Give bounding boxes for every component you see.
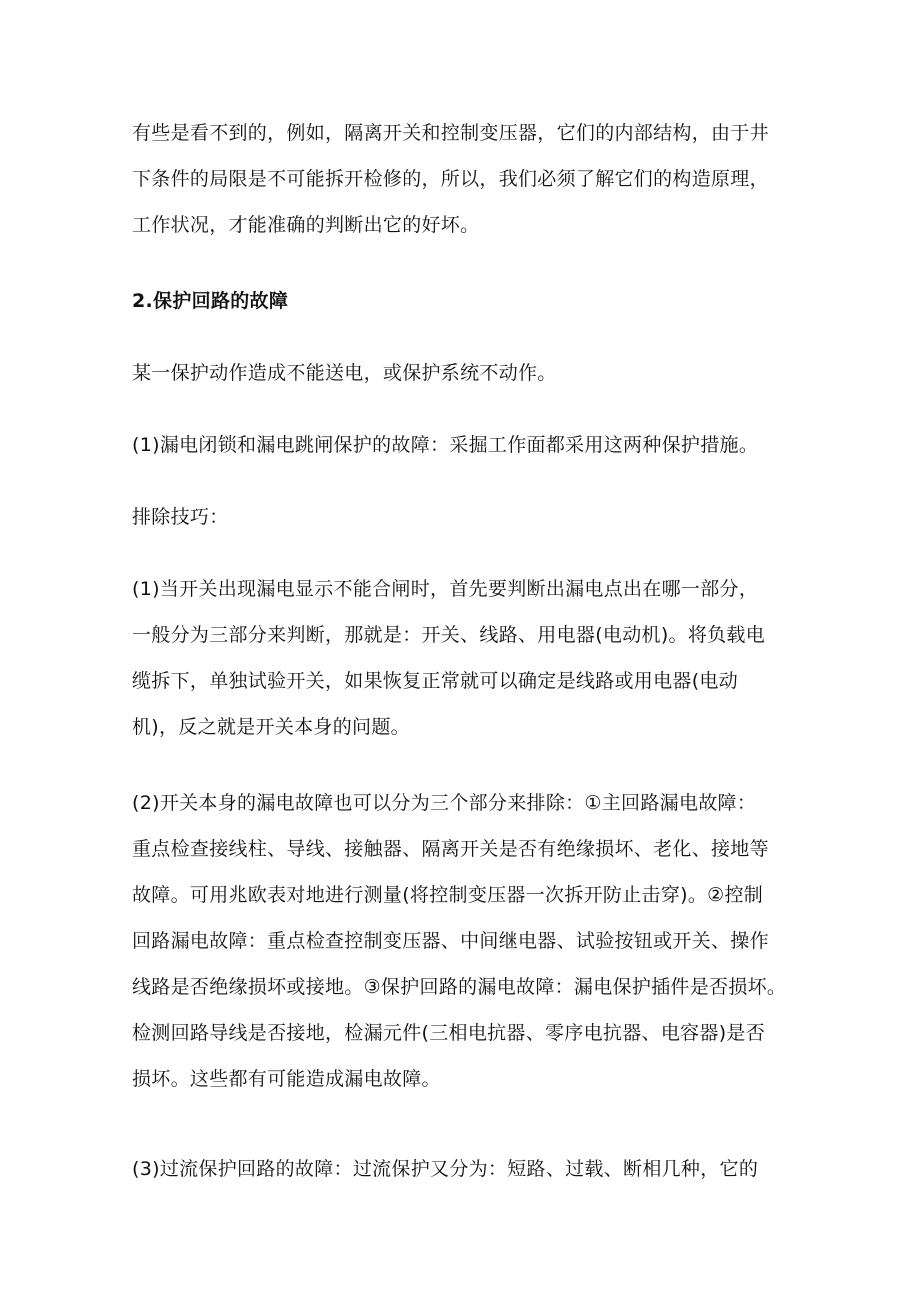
paragraph-tip-1 xyxy=(132,566,802,750)
text-line: (3)过流保护回路的故障：过流保护又分为：短路、过载、断相几种，它的 xyxy=(132,1158,759,1180)
text-line: 下条件的局限是不可能拆开检修的，所以，我们必须了解它们的构造原理， xyxy=(132,168,769,190)
text-line: 线路是否绝缘损坏或接地。③保护回路的漏电故障：漏电保护插件是否损坏。 xyxy=(132,976,787,998)
text-line: 机)，反之就是开关本身的问题。 xyxy=(132,716,410,738)
text-line: (1)漏电闭锁和漏电跳闸保护的故障：采掘工作面都采用这两种保护措施。 xyxy=(132,434,759,456)
paragraph-protection xyxy=(132,350,802,396)
text-line: 重点检查接线柱、导线、接触器、隔离开关是否有绝缘损坏、老化、接地等 xyxy=(132,838,769,860)
paragraph-item-1 xyxy=(132,422,802,468)
text-line: 有些是看不到的，例如，隔离开关和控制变压器，它们的内部结构，由于井 xyxy=(132,122,769,144)
text-line: 某一保护动作造成不能送电，或保护系统不动作。 xyxy=(132,362,557,384)
text-line: 回路漏电故障：重点检查控制变压器、中间继电器、试验按钮或开关、操作 xyxy=(132,930,769,952)
paragraph-tip-2 xyxy=(132,780,802,1102)
paragraph-tip-3 xyxy=(132,1146,802,1192)
text-line: 一般分为三部分来判断，那就是：开关、线路、用电器(电动机)。将负载电 xyxy=(132,624,766,646)
text-line: (1)当开关出现漏电显示不能合闸时，首先要判断出漏电点出在哪一部分， xyxy=(132,578,759,600)
text-line: 排除技巧： xyxy=(132,506,229,528)
paragraph-tips-label xyxy=(132,494,802,540)
text-line: 损坏。这些都有可能造成漏电故障。 xyxy=(132,1068,441,1090)
text-line: 工作状况，才能准确的判断出它的好坏。 xyxy=(132,214,480,236)
text-line: (2)开关本身的漏电故障也可以分为三个部分来排除：①主回路漏电故障： xyxy=(132,792,757,814)
section-heading: 2.保护回路的故障 xyxy=(132,290,289,312)
text-line: 故障。可用兆欧表对地进行测量(将控制变压器一次拆开防止击穿)。②控制 xyxy=(132,884,764,906)
text-line: 缆拆下，单独试验开关，如果恢复正常就可以确定是线路或用电器(电动 xyxy=(132,670,739,692)
paragraph-intro xyxy=(132,110,802,248)
text-line: 检测回路导线是否接地，检漏元件(三相电抗器、零序电抗器、电容器)是否 xyxy=(132,1022,766,1044)
